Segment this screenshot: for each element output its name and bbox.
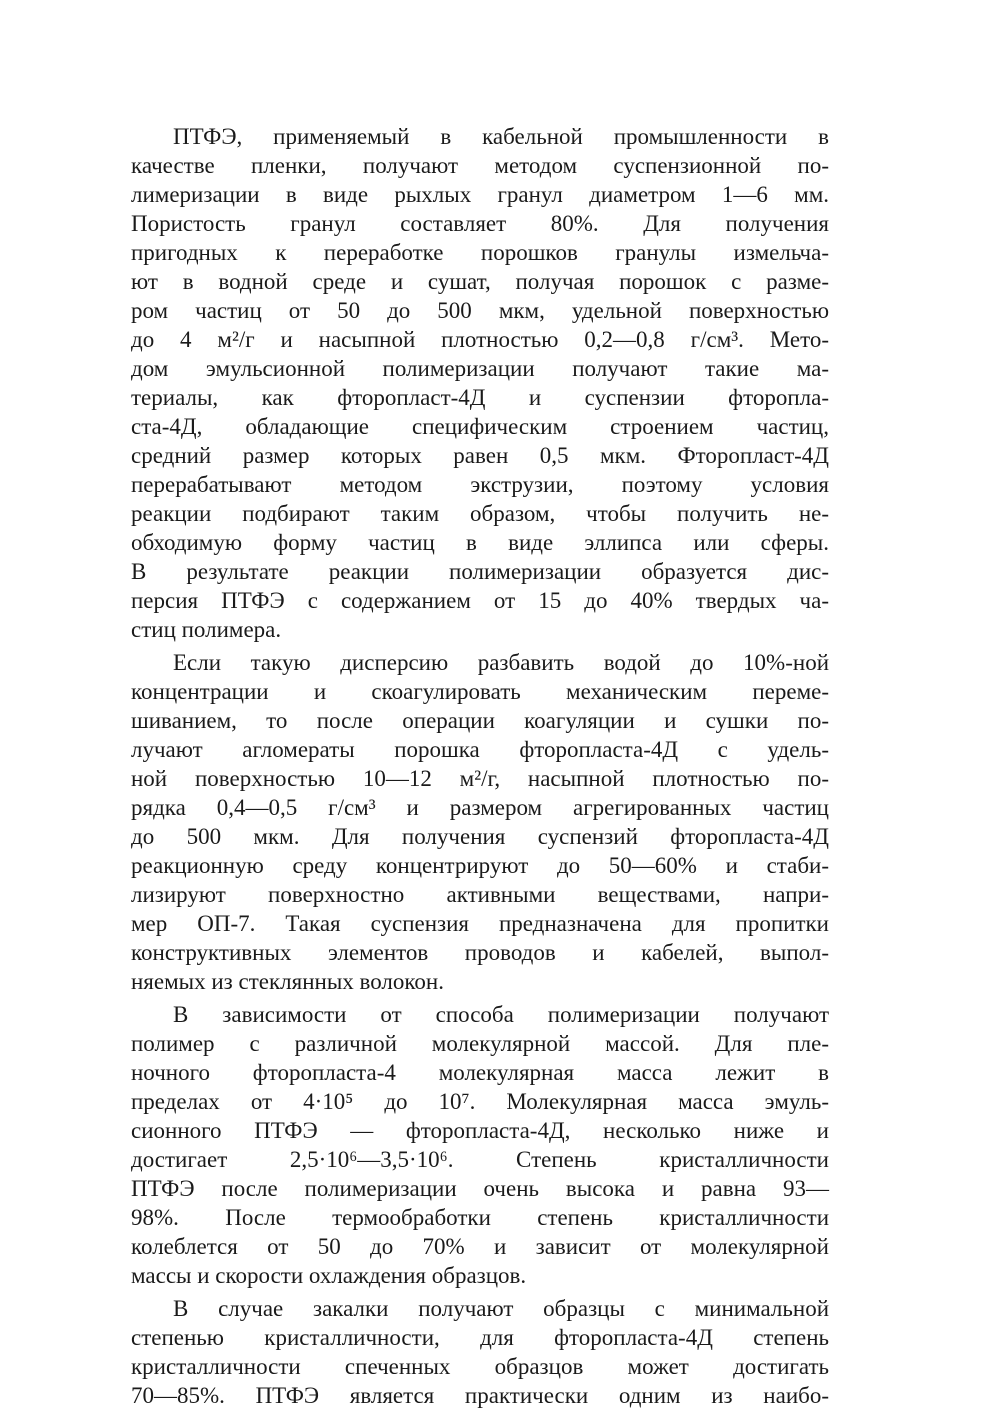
text-line: до 4 м²/г и насыпной плотностью 0,2—0,8 г/см³. Мето- xyxy=(131,327,829,352)
text-line: рядка 0,4—0,5 г/см³ и размером агрегированных частиц xyxy=(131,795,829,820)
text-line: В случае закалки получают образцы с минимальной xyxy=(173,1296,829,1321)
text-line: ром частиц от 50 до 500 мкм, удельной поверхностью xyxy=(131,298,829,323)
text-line: 98%. После термообработки степень кристалличности xyxy=(131,1205,829,1230)
text-line: массы и скорости охлаждения образцов. xyxy=(131,1263,527,1288)
text-line: териалы, как фторопласт-4Д и суспензии фторопла- xyxy=(131,385,829,410)
text-line: средний размер которых равен 0,5 мкм. Фторопласт-4Д xyxy=(131,443,829,468)
text-line: В результате реакции полимеризации образуется дис- xyxy=(131,559,829,584)
text-line: ной поверхностью 10—12 м²/г, насыпной плотностью по- xyxy=(131,766,829,791)
text-line: кристалличности спеченных образцов может достигать xyxy=(131,1354,829,1379)
text-line: качестве пленки, получают методом суспензионной по- xyxy=(131,153,829,178)
text-line: реакционную среду концентрируют до 50—60% и стаби- xyxy=(131,853,829,878)
text-line: ночного фторопласта-4 молекулярная масса лежит в xyxy=(131,1060,829,1085)
text-line: реакции подбирают таким образом, чтобы получить не- xyxy=(131,501,829,526)
text-line: степенью кристалличности, для фторопласта-4Д степень xyxy=(131,1325,829,1350)
text-line: сионного ПТФЭ — фторопласта-4Д, несколько ниже и xyxy=(131,1118,829,1143)
paragraph-1 xyxy=(131,122,829,644)
paragraph-3 xyxy=(131,1000,829,1290)
text-line: достигает 2,5·10⁶—3,5·10⁶. Степень кристалличности xyxy=(131,1147,829,1172)
text-line: Пористость гранул составляет 80%. Для получения xyxy=(131,211,829,236)
text-line: лучают агломераты порошка фторопласта-4Д с удель- xyxy=(131,737,829,762)
text-line: персия ПТФЭ с содержанием от 15 до 40% твердых ча- xyxy=(131,588,829,613)
text-line: 70—85%. ПТФЭ является практически одним из наибо- xyxy=(131,1383,829,1408)
text-line: перерабатывают методом экструзии, поэтому условия xyxy=(131,472,829,497)
text-line: лизируют поверхностно активными веществами, напри- xyxy=(131,882,829,907)
text-line: конструктивных элементов проводов и кабелей, выпол- xyxy=(131,940,829,965)
text-line: пригодных к переработке порошков гранулы измельча- xyxy=(131,240,829,265)
text-line: ют в водной среде и сушат, получая порошок с разме- xyxy=(131,269,829,294)
text-line: до 500 мкм. Для получения суспензий фторопласта-4Д xyxy=(131,824,829,849)
text-line: стиц полимера. xyxy=(131,617,282,642)
text-line: няемых из стеклянных волокон. xyxy=(131,969,444,994)
text-line: концентрации и скоагулировать механическим переме- xyxy=(131,679,829,704)
text-line: ПТФЭ после полимеризации очень высока и равна 93— xyxy=(131,1176,829,1201)
text-line: пределах от 4·10⁵ до 10⁷. Молекулярная масса эмуль- xyxy=(131,1089,829,1114)
paragraph-2 xyxy=(131,648,829,996)
text-line: лимеризации в виде рыхлых гранул диаметром 1—6 мм. xyxy=(131,182,829,207)
text-line: колеблется от 50 до 70% и зависит от молекулярной xyxy=(131,1234,829,1259)
text-line: В зависимости от способа полимеризации получают xyxy=(173,1002,829,1027)
text-line: дом эмульсионной полимеризации получают такие ма- xyxy=(131,356,829,381)
page-text xyxy=(131,122,829,1414)
text-line: обходимую форму частиц в виде эллипса или сферы. xyxy=(131,530,829,555)
paragraph-4 xyxy=(131,1294,829,1410)
text-line: мер ОП-7. Такая суспензия предназначена для пропитки xyxy=(131,911,829,936)
text-line: полимер с различной молекулярной массой. Для пле- xyxy=(131,1031,829,1056)
text-line: ста-4Д, обладающие специфическим строением частиц, xyxy=(131,414,829,439)
text-line: шиванием, то после операции коагуляции и сушки по- xyxy=(131,708,829,733)
text-line: Если такую дисперсию разбавить водой до 10%-ной xyxy=(173,650,829,675)
text-line: ПТФЭ, применяемый в кабельной промышленности в xyxy=(173,124,829,149)
